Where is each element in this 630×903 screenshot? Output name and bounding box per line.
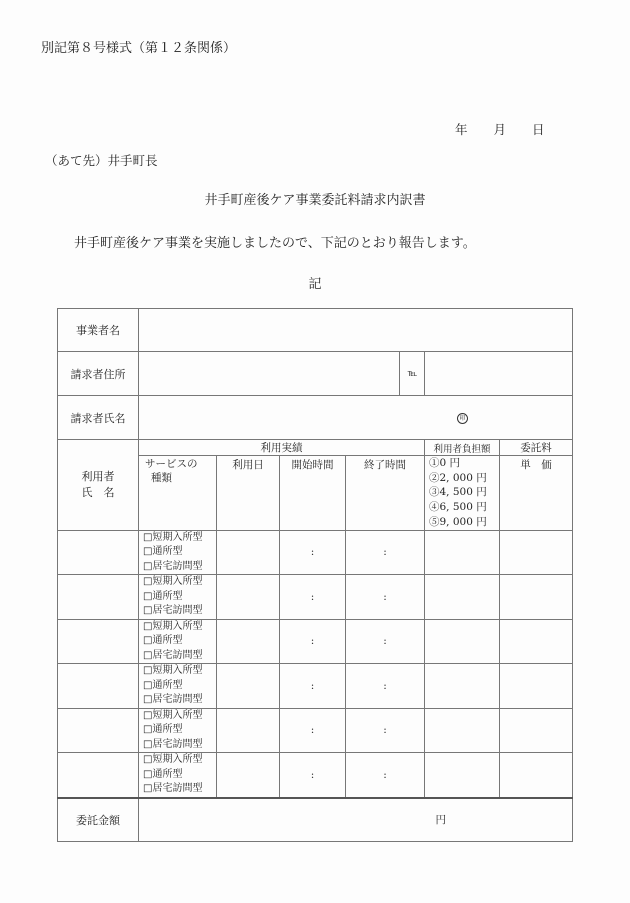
table-row (58, 530, 573, 575)
table-row (58, 619, 573, 664)
table-row (58, 753, 573, 798)
time-separator: : (383, 768, 387, 781)
body-text: 井手町産後ケア事業を実施しましたので、下記のとおり報告します。 (74, 236, 476, 251)
name-field[interactable] (139, 396, 573, 440)
service-option-day-visit[interactable]: □通所型 (143, 635, 183, 647)
start-time-cell[interactable] (280, 664, 346, 709)
usage-record-header: 利用実績 (139, 440, 425, 456)
user-fee-options (425, 456, 500, 531)
date-line (455, 120, 545, 138)
service-option-day-visit[interactable]: □通所型 (143, 724, 183, 736)
unit-price-cell[interactable] (500, 753, 573, 798)
user-name-header (58, 440, 139, 531)
service-option-home-visit[interactable]: □居宅訪問型 (143, 738, 203, 750)
address-label: 請求者住所 (58, 352, 139, 396)
unit-price-cell[interactable] (500, 530, 573, 575)
start-time-cell[interactable] (280, 753, 346, 798)
service-option-day-visit[interactable]: □通所型 (143, 546, 183, 558)
business-name-label: 事業者名 (58, 309, 139, 352)
fee-option: ③4, 500 円 (429, 486, 487, 499)
user-name-cell[interactable] (58, 575, 139, 620)
unit-price-header: 単 価 (500, 456, 573, 531)
service-option-short-stay[interactable]: □短期入所型 (143, 531, 203, 543)
table-row (58, 664, 573, 709)
start-time-cell[interactable] (280, 708, 346, 753)
user-fee-cell[interactable] (425, 753, 500, 798)
time-separator: : (310, 724, 315, 737)
usage-date-cell[interactable] (217, 575, 280, 620)
tel-icon: ℡ (400, 352, 425, 396)
table-row (58, 708, 573, 753)
service-option-day-visit[interactable]: □通所型 (143, 768, 183, 780)
service-option-home-visit[interactable]: □居宅訪問型 (143, 694, 203, 706)
service-option-day-visit[interactable]: □通所型 (143, 590, 183, 602)
start-time-cell[interactable] (280, 530, 346, 575)
service-option-short-stay[interactable]: □短期入所型 (143, 709, 203, 721)
form-number: 別記第８号様式（第１２条関係） (41, 41, 237, 56)
end-time-cell[interactable] (346, 753, 425, 798)
addressee: （あて先）井手町長 (45, 153, 158, 168)
address-field[interactable] (139, 352, 400, 396)
time-separator: : (383, 679, 387, 692)
time-separator: : (383, 724, 387, 737)
service-option-home-visit[interactable]: □居宅訪問型 (143, 560, 203, 572)
service-option-short-stay[interactable]: □短期入所型 (143, 665, 203, 677)
service-option-home-visit[interactable]: □居宅訪問型 (143, 605, 203, 617)
fee-option: ①0 円 (429, 457, 461, 469)
document-title: 井手町産後ケア事業委託料請求内訳書 (204, 193, 426, 208)
time-separator: : (310, 546, 315, 559)
service-type-cell[interactable] (139, 753, 217, 798)
end-time-cell[interactable] (346, 664, 425, 709)
start-time-header: 開始時間 (280, 456, 346, 531)
usage-date-cell[interactable] (217, 753, 280, 798)
usage-date-cell[interactable] (217, 664, 280, 709)
tel-field[interactable] (425, 352, 573, 396)
fee-option: ②2, 000 円 (429, 471, 487, 484)
seal-icon: 印 (457, 413, 468, 424)
time-separator: : (383, 590, 387, 603)
end-time-cell[interactable] (346, 575, 425, 620)
date-month: 月 (493, 122, 507, 137)
date-day: 日 (532, 122, 545, 137)
user-fee-cell[interactable] (425, 664, 500, 709)
service-type-label-1: サービスの (145, 458, 198, 470)
name-label: 請求者氏名 (58, 396, 139, 440)
total-label: 委託金額 (58, 798, 139, 842)
business-name-field[interactable] (139, 309, 573, 352)
service-type-cell[interactable] (139, 530, 217, 575)
user-name-cell[interactable] (58, 619, 139, 664)
time-separator: : (310, 768, 315, 781)
time-separator: : (310, 590, 315, 603)
time-separator: : (310, 635, 315, 648)
fee-option: ④6, 500 円 (429, 501, 487, 514)
user-fee-cell[interactable] (425, 708, 500, 753)
unit-price-cell[interactable] (500, 575, 573, 620)
user-fee-cell[interactable] (425, 575, 500, 620)
usage-date-header: 利用日 (217, 456, 280, 531)
unit-price-cell[interactable] (500, 664, 573, 709)
user-fee-cell[interactable] (425, 530, 500, 575)
table-row (58, 575, 573, 620)
user-name-label-1: 利用者 (81, 469, 115, 483)
ki-heading: 記 (308, 277, 322, 292)
service-type-cell[interactable] (139, 575, 217, 620)
user-fee-cell[interactable] (425, 619, 500, 664)
start-time-cell[interactable] (280, 575, 346, 620)
commission-header: 委託料 (500, 440, 573, 456)
yen-label: 円 (435, 814, 447, 827)
user-name-cell[interactable] (58, 708, 139, 753)
service-option-short-stay[interactable]: □短期入所型 (143, 754, 203, 766)
unit-price-cell[interactable] (500, 619, 573, 664)
end-time-cell[interactable] (346, 708, 425, 753)
user-name-cell[interactable] (58, 664, 139, 709)
service-type-cell[interactable] (139, 664, 217, 709)
user-name-label-2: 氏 名 (81, 485, 115, 499)
usage-date-cell[interactable] (217, 619, 280, 664)
service-option-home-visit[interactable]: □居宅訪問型 (143, 649, 203, 661)
service-type-label-2: 種類 (151, 472, 172, 484)
fee-option: ⑤9, 000 円 (429, 515, 487, 528)
end-time-header: 終了時間 (346, 456, 425, 531)
usage-date-cell[interactable] (217, 530, 280, 575)
date-year: 年 (455, 122, 468, 137)
total-field[interactable] (139, 798, 573, 842)
time-separator: : (310, 679, 315, 692)
usage-date-cell[interactable] (217, 708, 280, 753)
service-option-home-visit[interactable]: □居宅訪問型 (143, 783, 203, 795)
time-separator: : (383, 635, 387, 648)
user-name-cell[interactable] (58, 753, 139, 798)
invoice-table (57, 308, 573, 842)
user-name-cell[interactable] (58, 530, 139, 575)
unit-price-cell[interactable] (500, 708, 573, 753)
user-fee-header: 利用者負担額 (425, 440, 500, 456)
service-type-cell[interactable] (139, 708, 217, 753)
time-separator: : (383, 546, 387, 559)
service-option-day-visit[interactable]: □通所型 (143, 679, 183, 691)
end-time-cell[interactable] (346, 619, 425, 664)
service-option-short-stay[interactable]: □短期入所型 (143, 620, 203, 632)
service-type-cell[interactable] (139, 619, 217, 664)
start-time-cell[interactable] (280, 619, 346, 664)
end-time-cell[interactable] (346, 530, 425, 575)
service-option-short-stay[interactable]: □短期入所型 (143, 576, 203, 588)
service-type-header (139, 456, 217, 531)
